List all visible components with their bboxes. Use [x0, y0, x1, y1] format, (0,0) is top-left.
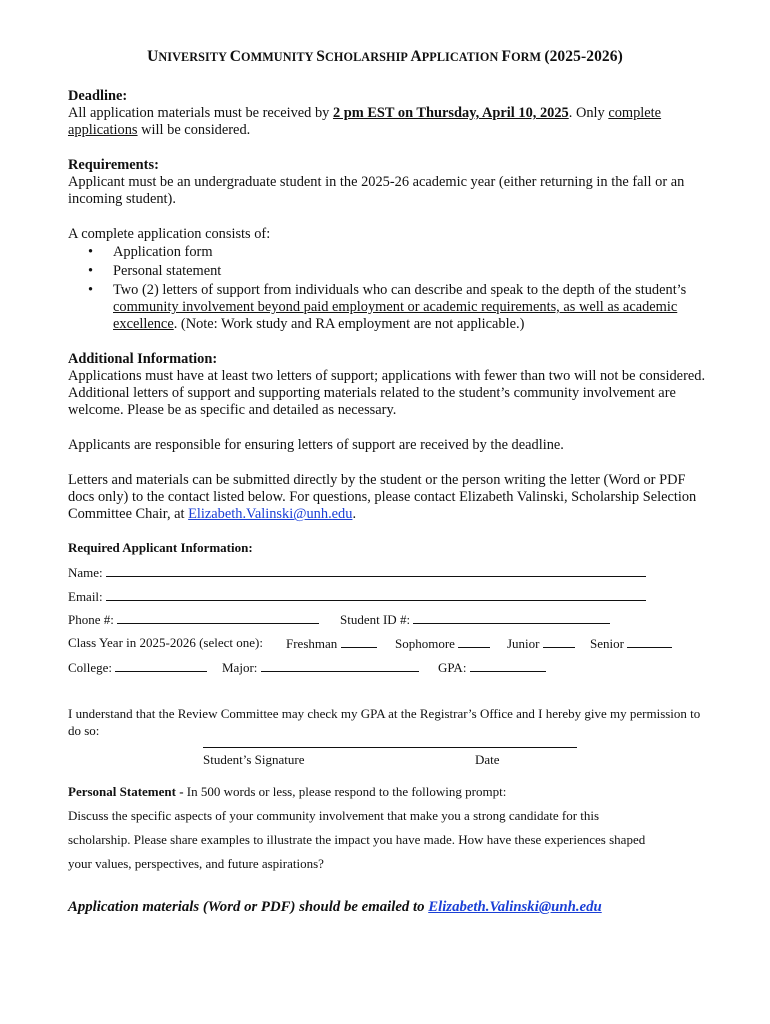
class-year-label: Class Year in 2025-2026 (select one):	[68, 635, 263, 650]
scholarship-form-page: UNIVERSITY COMMUNITY SCHOLARSHIP APPLICATION FORM (2025-2026) Deadline: All application materials must be received by 2 pm EST on Thursday, April 10, 2025. Only complete applications will be considered. Requirements: Applicant must be an undergraduate student in the 2025-26 academic year (either returning in the fall or an incoming student). A complete application consists of: • Application form • Personal statement • Two (2) letters of support from individuals who can describe and speak to the depth of the student’s community involvement beyond paid employment or academic requirements, as well as academic excellence. (Note: Work study and RA employment are not applicable.) Additional Information: Applications must have at least two letters of support; applications with fewer than two will not be considered. Additional letters of support and supporting materials related to the student’s community involvement are welcome. Please be as specific and detailed as necessary. Applicants are responsible for ensuring letters of support are received by the deadline. Letters and materials can be submitted directly by the student or the person writing the letter (Word or PDF docs only) to the contact listed below. For questions, please contact Elizabeth Valinski, Scholarship Selection Committee Chair, at Elizabeth.Valinski@unh.edu. Required Applicant Information: Name: Email: Phone #: Student ID #: Class Year in 2025-2026 (select one): Freshman Sophomore Junior Senior College: Major: GPA: I understand that the Review Committee may check my GPA at the Registrar’s Office and I hereby give my permission to do so: Student’s Signature Date Personal Statement - In 500 words or less, please respond to the following prompt: Discuss the specific aspects of your community involvement that make you a strong candidate for this scholarship. Please share examples to illustrate the impact you have made. How have these experiences shaped your values, perspectives, and future aspirations? Application materials (Word or PDF) should be emailed to Elizabeth.Valinski@unh.edu	[0, 0, 770, 1024]
personal-statement-heading: Personal Statement -	[68, 784, 187, 799]
consists-intro: A complete application consists of:	[68, 226, 271, 242]
requirements-heading: Requirements:	[68, 157, 159, 173]
gpa-field[interactable]: GPA:	[438, 659, 546, 676]
letters-responsibility-text: Applicants are responsible for ensuring letters of support are received by the deadline.	[68, 437, 564, 453]
deadline-text: All application materials must be received by 2 pm EST on Thursday, April 10, 2025. Only complete applications will be considered.	[68, 105, 662, 138]
applicant-info-heading: Required Applicant Information:	[68, 540, 253, 555]
submission-footer: Application materials (Word or PDF) should be emailed to Elizabeth.Valinski@unh.edu	[68, 899, 602, 915]
personal-statement-intro: Personal Statement - In 500 words or less, please respond to the following prompt:	[68, 784, 507, 799]
deadline-date: 2 pm EST on Thursday, April 10, 2025	[332, 105, 569, 121]
college-field[interactable]: College:	[68, 659, 207, 676]
email-field[interactable]: Email:	[68, 588, 646, 605]
requirements-text: Applicant must be an undergraduate student in the 2025-26 academic year (either returning in the fall or an incoming student).	[68, 174, 685, 207]
class-year-senior[interactable]: Senior	[590, 635, 672, 652]
class-year-junior[interactable]: Junior	[507, 635, 575, 652]
major-field[interactable]: Major:	[222, 659, 419, 676]
phone-field[interactable]: Phone #:	[68, 611, 319, 628]
bullet-icon: •	[88, 263, 94, 279]
bullet-icon: •	[88, 244, 94, 260]
gpa-consent-text: I understand that the Review Committee may check my GPA at the Registrar’s Office and I hereby give my permission to do so:	[68, 706, 701, 738]
submission-info-text: Letters and materials can be submitted directly by the student or the person writing the letter (Word or PDF docs only) to the contact listed below. For questions, please contact Elizabeth Valinski, Scholarship Selection Committee Chair, at Elizabeth.Valinski@unh.edu.	[68, 472, 697, 522]
contact-email-link[interactable]: Elizabeth.Valinski@unh.edu	[188, 506, 353, 522]
deadline-section	[68, 88, 708, 139]
requirements-section	[68, 157, 708, 208]
additional-info-heading: Additional Information:	[68, 351, 218, 367]
additional-info-para: Applications must have at least two letters of support; applications with fewer than two will not be considered. Additional letters of support and supporting materials related to the student’s community involvement are welcome. Please be as specific and detailed as necessary.	[68, 368, 706, 418]
date-label: Date	[475, 752, 500, 767]
class-year-sophomore[interactable]: Sophomore	[395, 635, 490, 652]
student-id-field[interactable]: Student ID #:	[340, 611, 610, 628]
signature-line[interactable]	[203, 747, 577, 748]
footer-email-link[interactable]: Elizabeth.Valinski@unh.edu	[428, 899, 602, 915]
deadline-heading: Deadline:	[68, 88, 128, 104]
class-year-freshman[interactable]: Freshman	[286, 635, 377, 652]
bullet-icon: •	[88, 282, 94, 298]
prompt-line: scholarship. Please share examples to illustrate the impact you have made. How have these experiences shaped	[68, 832, 646, 847]
signature-label: Student’s Signature	[203, 752, 305, 767]
prompt-line: Discuss the specific aspects of your community involvement that make you a strong candidate for this	[68, 808, 600, 823]
prompt-line: your values, perspectives, and future aspirations?	[68, 856, 324, 871]
name-field[interactable]: Name:	[68, 564, 646, 581]
additional-info-section	[68, 351, 708, 419]
page-title: UNIVERSITY COMMUNITY SCHOLARSHIP APPLICATION FORM (2025-2026)	[147, 48, 623, 65]
